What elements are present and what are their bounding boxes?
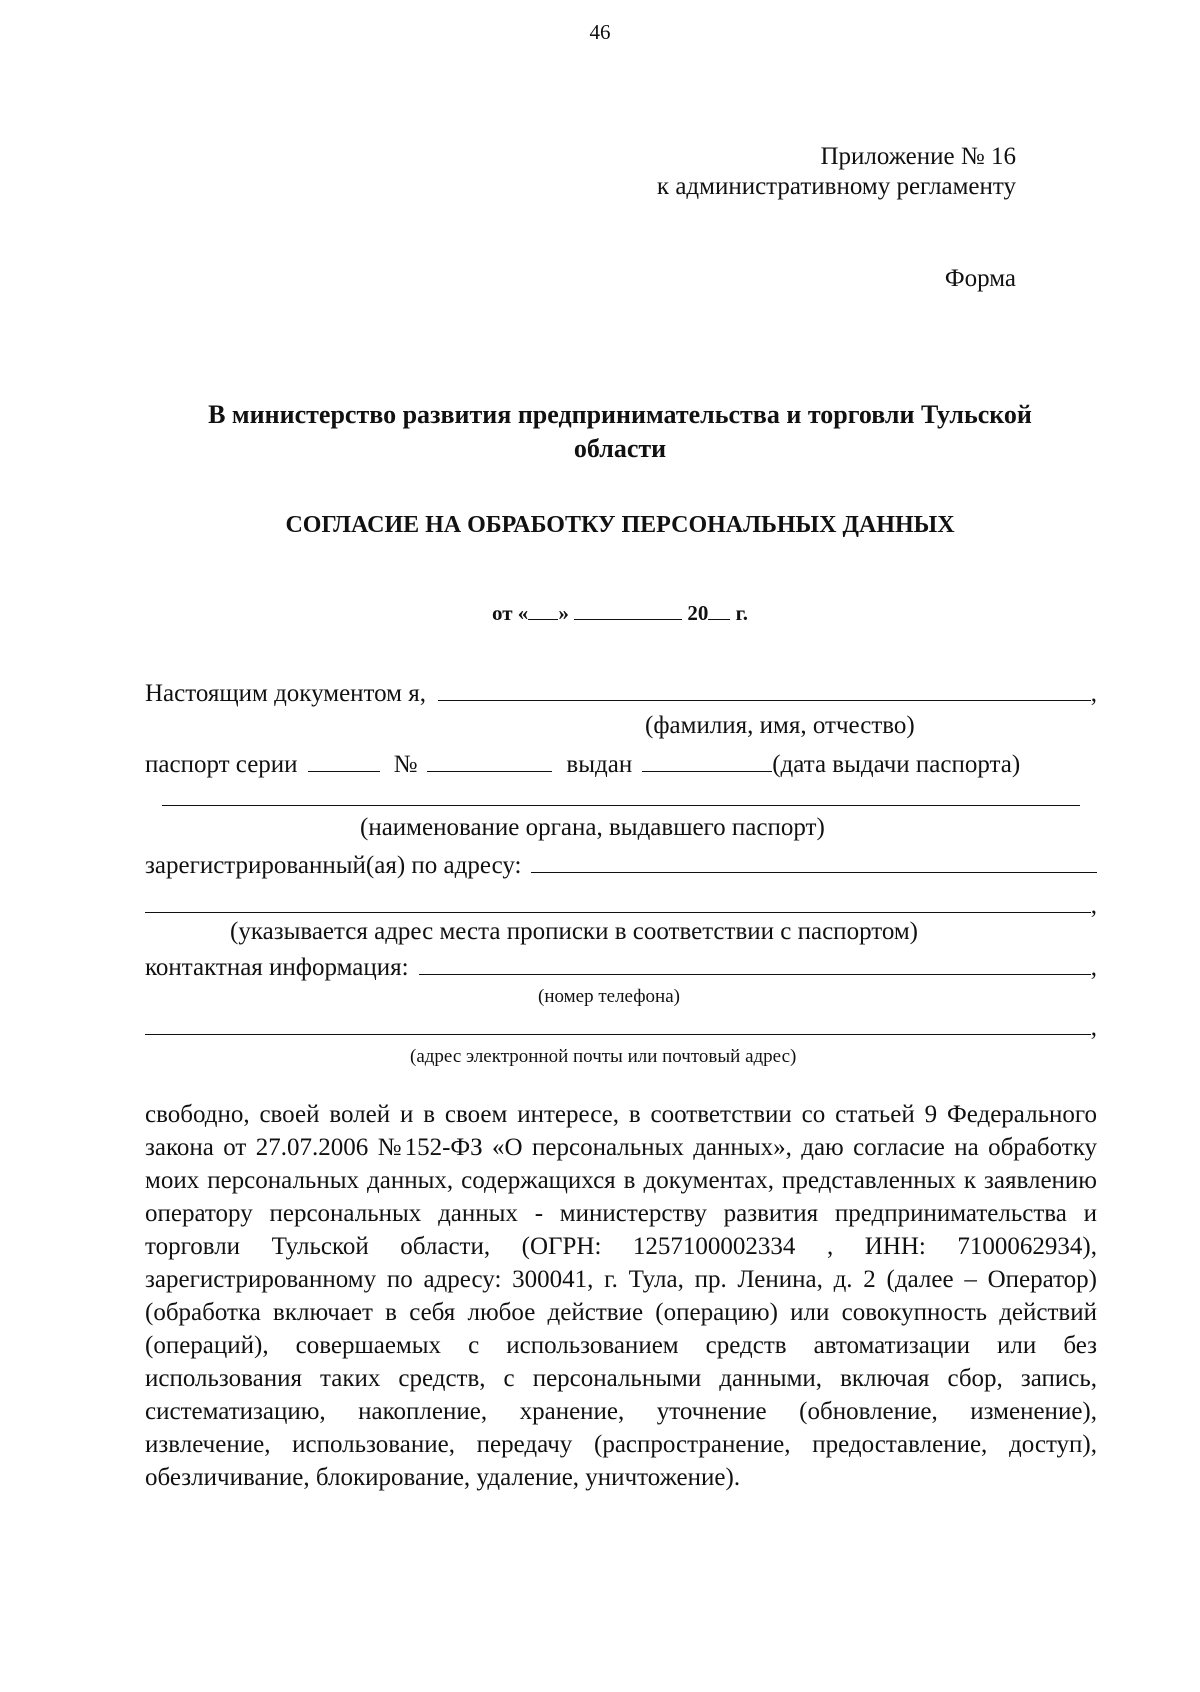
registered-label: зарегистрированный(ая) по адресу:	[145, 852, 522, 879]
year-prefix: 20	[687, 601, 709, 625]
address-comma: ,	[1090, 892, 1097, 919]
phone-blank[interactable]	[419, 973, 1091, 975]
email-comma: ,	[1090, 1014, 1097, 1041]
contact-row	[145, 952, 1097, 984]
passport-number-blank[interactable]	[427, 746, 552, 772]
appendix-number: Приложение № 16	[820, 143, 1016, 170]
intro-label: Настоящим документом я,	[145, 680, 426, 707]
issuer-hint: (наименование органа, выдавшего паспорт)	[360, 814, 825, 841]
passport-series-blank[interactable]	[308, 746, 380, 772]
address-blank-2[interactable]	[145, 911, 1091, 913]
issuer-blank[interactable]	[162, 805, 1080, 806]
email-row	[145, 1012, 1097, 1044]
addressee-heading: В министерство развития предпринимательства и торговли Тульской области	[208, 400, 1032, 463]
year-blank[interactable]	[708, 598, 730, 620]
contact-label: контактная информация:	[145, 954, 409, 981]
email-hint: (адрес электронной почты или почтовый адрес)	[410, 1046, 797, 1067]
page-number: 46	[589, 20, 611, 44]
email-blank[interactable]	[145, 1033, 1091, 1035]
fio-blank[interactable]	[438, 699, 1091, 701]
passport-row	[145, 746, 1097, 781]
fio-hint: (фамилия, имя, отчество)	[645, 712, 915, 739]
appendix-reference: к административному регламенту	[656, 173, 1016, 200]
address-row	[145, 850, 1097, 882]
contact-comma: ,	[1090, 954, 1097, 981]
address-blank-1[interactable]	[531, 871, 1097, 873]
phone-hint: (номер телефона)	[538, 986, 680, 1007]
date-suffix: г.	[730, 601, 748, 625]
passport-series-label: паспорт серии	[145, 751, 298, 778]
form-label: Форма	[944, 265, 1016, 292]
fio-comma: ,	[1090, 680, 1097, 707]
fio-row	[145, 678, 1097, 710]
issue-date-blank[interactable]	[642, 746, 772, 772]
number-sign: №	[393, 751, 418, 778]
consent-body: свободно, своей волей и в своем интересе, в соответствии со статьей 9 Федерального закона от 27.07.2006 №152-ФЗ «О персональных данных», даю согласие на обработку моих персональных данных, содержащихся в документах, представленных к заявлению оператору персональных данных - министерству развития предпринимательства и торговли Тульской области, (ОГРН: 1257100002334 , ИНН: 7100062934), зарегистрированному по адресу: 300041, г. Тула, пр. Ленина, д. 2 (далее – Оператор) (обработка включает в себя любое действие (операцию) или совокупность действий (операций), совершаемых с использованием средств автоматизации или без использования таких средств, с персональными данными, включая сбор, запись, систематизацию, накопление, хранение, уточнение (обновление, изменение), извлечение, использование, передачу (распространение, предоставление, доступ), обезличивание, блокирование, удаление, уничтожение).	[145, 1101, 1097, 1491]
issued-label: выдан	[566, 751, 633, 778]
issue-date-hint: (дата выдачи паспорта)	[772, 751, 1021, 778]
date-close-quote: »	[558, 601, 569, 625]
address-hint: (указывается адрес места прописки в соответствии с паспортом)	[230, 918, 919, 945]
date-line	[0, 598, 1200, 626]
date-prefix: от «	[492, 601, 529, 625]
document-title: СОГЛАСИЕ НА ОБРАБОТКУ ПЕРСОНАЛЬНЫХ ДАННЫХ	[285, 512, 955, 538]
month-blank[interactable]	[574, 598, 682, 620]
day-blank[interactable]	[528, 598, 558, 620]
